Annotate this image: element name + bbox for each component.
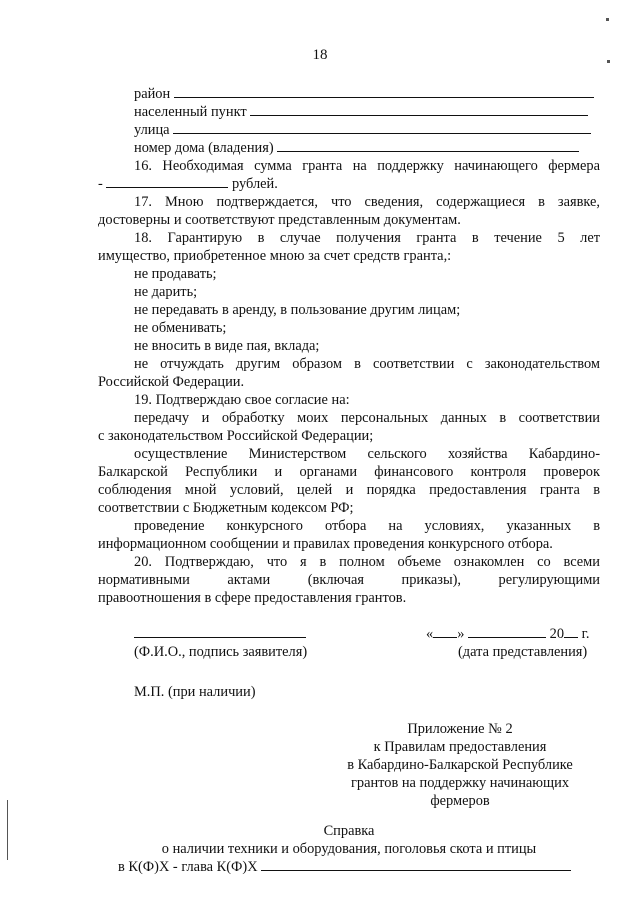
- item-20-text: правоотношения в сфере предоставления грантов.: [98, 590, 407, 606]
- item-19-title: 19. Подтверждаю свое согласие на:: [134, 392, 350, 408]
- item-20-text: 20. Подтверждаю, что я в полном объеме ознакомлен со всеми: [134, 554, 600, 570]
- scan-mark: [606, 18, 609, 21]
- consent-item: осуществление Министерством сельского хозяйства Кабардино-: [134, 446, 600, 462]
- appendix-line: к Правилам предоставления: [373, 739, 547, 755]
- address-field-locality: населенный пункт: [134, 103, 600, 121]
- date-line: « » 20 г.: [426, 626, 590, 642]
- appendix-title: Приложение № 2: [407, 721, 513, 737]
- item-16-text: 16. Необходимая сумма гранта на поддержку начинающего фермера: [134, 158, 600, 174]
- item-18-text: 18. Гарантирую в случае получения гранта в течение 5 лет: [134, 230, 600, 246]
- consent-item: с законодательством Российской Федерации;: [98, 428, 374, 444]
- item-17-text: 17. Мною подтверждается, что сведения, содержащиеся в заявке,: [134, 194, 600, 210]
- obligation-item: не обменивать;: [134, 320, 227, 336]
- obligation-item: не дарить;: [134, 284, 198, 300]
- address-field-street: улица: [134, 121, 600, 139]
- consent-item: передачу и обработку моих персональных данных в соответствии: [134, 410, 600, 426]
- obligation-item: Российской Федерации.: [98, 374, 245, 390]
- obligation-item: не продавать;: [134, 266, 217, 282]
- item-16-amount: - рублей.: [98, 176, 278, 192]
- item-20-text: нормативными актами (включая приказы), регулирующими: [98, 572, 600, 588]
- item-17-text: достоверны и соответствуют представленным документам.: [98, 212, 461, 228]
- signature-line: [134, 625, 306, 643]
- certificate-subtitle: о наличии техники и оборудования, поголовья скота и птицы: [161, 841, 537, 857]
- consent-item: соответствии с Бюджетным кодексом РФ;: [98, 500, 354, 516]
- appendix-line: в Кабардино-Балкарской Республике: [347, 757, 573, 773]
- address-field-house: номер дома (владения): [134, 139, 600, 157]
- stamp-label: М.П. (при наличии): [134, 684, 256, 700]
- obligation-item: не вносить в виде пая, вклада;: [134, 338, 320, 354]
- scan-mark: [7, 800, 8, 860]
- date-label: (дата представления): [458, 644, 588, 660]
- obligation-item: не передавать в аренду, в пользование другим лицам;: [134, 302, 461, 318]
- consent-item: Балкарской Республики и органами финансового контроля проверок: [98, 464, 600, 480]
- address-field-district: район: [134, 85, 600, 103]
- consent-item: проведение конкурсного отбора на условиях, указанных в: [134, 518, 600, 534]
- page-number: 18: [312, 47, 328, 63]
- appendix-line: грантов на поддержку начинающих: [350, 775, 570, 791]
- signature-label: (Ф.И.О., подпись заявителя): [134, 644, 308, 660]
- consent-item: информационном сообщении и правилах проведения конкурсного отбора.: [98, 536, 553, 552]
- appendix-line: фермеров: [430, 793, 490, 809]
- item-18-text: имущество, приобретенное мною за счет средств гранта,:: [98, 248, 452, 264]
- obligation-item: не отчуждать другим образом в соответствии с законодательством: [134, 356, 600, 372]
- consent-item: соблюдения мной условий, целей и порядка предоставления гранта в: [98, 482, 600, 498]
- farm-head-line: в К(Ф)Х - глава К(Ф)Х: [118, 858, 571, 876]
- certificate-title: Справка: [323, 823, 375, 839]
